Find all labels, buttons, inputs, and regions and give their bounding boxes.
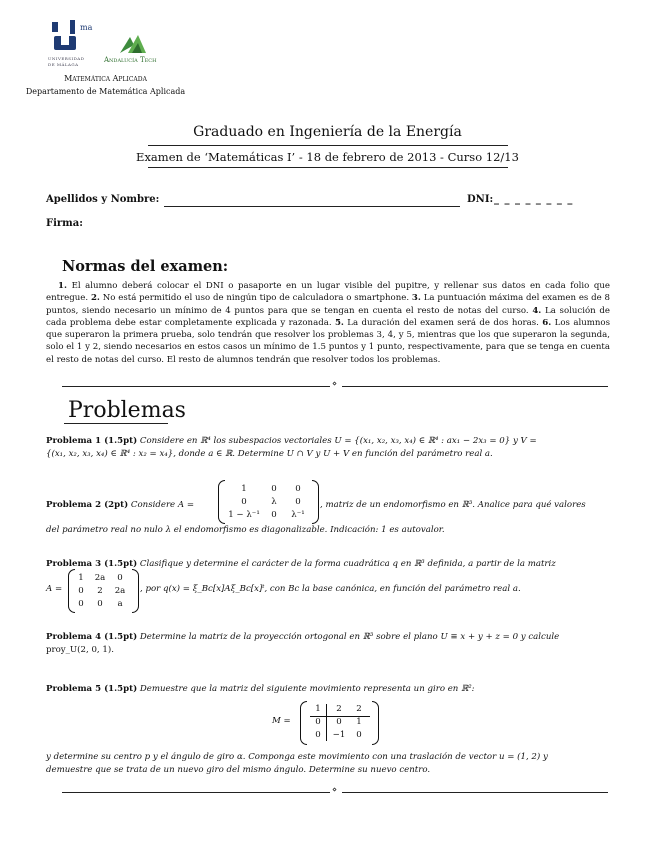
problem-3-label: Problema 3 (1.5pt): [46, 559, 138, 569]
p2-m00: 1: [241, 484, 247, 494]
norma-2-num: 2.: [90, 293, 100, 304]
p2-m12: 0: [295, 497, 301, 507]
p3-m12: 2a: [114, 586, 126, 596]
p3-m11: 2: [97, 586, 103, 596]
problem-1-label: Problema 1 (1.5pt): [46, 436, 138, 446]
problemas-heading: Problemas: [68, 398, 186, 423]
p5-m12: 1: [356, 717, 362, 727]
problem-3-matrix-right-paren: [132, 569, 139, 613]
p3-m10: 0: [78, 586, 84, 596]
problem-5-line2: y determine su centro p y el ángulo de giro α. Compongа este movimiento con una traslación de vector u = (1, 2) y: [46, 752, 548, 762]
normas-heading: Normas del examen:: [62, 258, 229, 275]
p2-m01: 0: [271, 484, 277, 494]
divider-1-diamond: ⋄: [332, 379, 338, 388]
andalucia-tech-icon: [118, 33, 148, 55]
p5-m20: 0: [315, 730, 321, 740]
uma-caption-1: UNIVERSIDAD: [48, 56, 85, 61]
p2-m22: λ⁻¹: [291, 510, 305, 520]
problem-2-line2: del parámetro real no nulo λ el endomorfismo es diagonalizable. Indicación: 1 es autovalor.: [46, 525, 445, 535]
dept-line-2: Departamento de Matemática Aplicada: [25, 87, 186, 96]
divider-1-right: [342, 386, 608, 387]
norma-2-text: No está permitido el uso de ningún tipo de calculadora o smartphone.: [102, 293, 410, 304]
p5-m01: 2: [336, 704, 342, 714]
exam-title: Graduado en Ingeniería de la Energía: [193, 124, 462, 140]
uma-logo-text: ma: [80, 23, 93, 32]
dni-label: DNI:: [467, 194, 494, 205]
problem-3-text: Clasifique y determine el carácter de la forma cuadrática q en ℝ³ definida, a partir de la matriz: [139, 559, 556, 569]
p5-m22: 0: [356, 730, 362, 740]
problem-2-matrix-right-paren: [312, 480, 319, 524]
name-label: Apellidos y Nombre:: [46, 194, 160, 205]
p2-m10: 0: [241, 497, 247, 507]
subtitle-rule: [148, 167, 508, 168]
norma-5-num: 5.: [334, 317, 344, 328]
norma-3-num: 3.: [411, 293, 421, 304]
problem-3-pre: A =: [46, 584, 63, 594]
p5-m10: 0: [315, 717, 321, 727]
problem-4-line2: proy_U(2, 0, 1).: [46, 644, 114, 655]
dept-line-1: Matemática Aplicada: [64, 74, 147, 83]
divider-2-right: [342, 792, 608, 793]
problem-3-post: , por q(x) = ξ_Bc[x]Aξ_Bc[x]ᵗ, con Bc la base canónica, en función del parámetro real a.: [140, 584, 521, 594]
p5-m02: 2: [356, 704, 362, 714]
problem-5-label: Problema 5 (1.5pt): [46, 684, 138, 694]
divider-1-left: [62, 386, 330, 387]
problem-4-line1: Determine la matriz de la proyección ortogonal en ℝ³ sobre el plano U ≡ x + y + z = 0 y calcule: [139, 632, 560, 642]
p5-m00: 1: [315, 704, 321, 714]
problem-4: [46, 631, 616, 656]
p3-m01: 2a: [94, 573, 106, 583]
problemas-underline: [64, 423, 168, 424]
problem-2-post: , matriz de un endomorfismo en ℝ³. Analice para qué valores: [320, 500, 586, 510]
uma-caption-2: DE MÁLAGA: [48, 62, 79, 67]
problem-5-line1: [46, 683, 475, 696]
name-field-line[interactable]: [164, 206, 460, 207]
p2-m02: 0: [295, 484, 301, 494]
p5-m11: 0: [336, 717, 342, 727]
p3-m02: 0: [117, 573, 123, 583]
andalucia-tech-logo: [118, 33, 148, 55]
problem-1-line1: Considere en ℝ⁴ los subespacios vectoriales U = {(x₁, x₂, x₃, x₄) ∈ ℝ⁴ : ax₁ − 2x₃ = 0} y V =: [139, 436, 537, 446]
problem-3-line1: [46, 558, 556, 571]
problem-5-line3: demuestre que se trata de un nuevo giro del mismo ángulo. Determine su nuevo centro.: [46, 764, 431, 775]
p3-m00: 1: [78, 573, 84, 583]
problem-5-matrix-left-paren: [300, 701, 307, 745]
problem-5-matrix-right-paren: [372, 701, 379, 745]
problem-2-line1: [46, 499, 194, 512]
andalucia-tech-text: Andalucía Tech: [104, 56, 157, 64]
problem-1: [46, 435, 612, 460]
norma-4-num: 4.: [532, 305, 542, 316]
problem-5-text: Demuestre que la matriz del siguiente movimiento representa un giro en ℝ²:: [139, 684, 475, 694]
p3-m21: 0: [97, 599, 103, 609]
norma-1-num: 1.: [58, 281, 67, 291]
norma-6-text: Los alumnos que superaron la primera prueba, solo tendrán que resolver los problemas 3, 4, y 5, mientras que los que superaron la segunda, solo el 1 y 2, siendo necesarios en estos casos un mínimo de 1.5 puntos y 1 punto, respectivamente, para que se tenga en cuenta el resto de notas del curso. El resto de alumnos tendrán que resolver todos los problemas.: [46, 317, 610, 365]
firma-label: Firma:: [46, 218, 83, 229]
norma-3-text: La puntuación máxima del examen es de 8 puntos, siendo necesario un mínimo de 4 puntos para que se tengan en cuenta el resto de notas del curso.: [46, 293, 610, 316]
norma-5-text: La duración del examen será de dos horas.: [347, 317, 539, 328]
problem-5-tail: [46, 751, 616, 776]
norma-1-text: El alumno deberá colocar el DNI o pasaporte en un lugar visible del pupitre, y rellenar sus datos en cada folio que entregue.: [46, 281, 610, 304]
divider-2-left: [62, 792, 330, 793]
p3-m20: 0: [78, 599, 84, 609]
p5-m21: −1: [332, 730, 346, 740]
problem-5-matrix-vline: [326, 704, 327, 741]
p2-m11: λ: [271, 497, 277, 507]
problem-5-pre: M =: [272, 716, 291, 726]
problem-2-pre: Considere A =: [130, 500, 195, 510]
problem-2-label: Problema 2 (2pt): [46, 500, 129, 510]
norma-6-num: 6.: [542, 317, 552, 328]
norma-4-text: La solución de cada problema debe estar completamente explicada y razonada.: [46, 305, 610, 328]
dni-blanks[interactable]: _ _ _ _ _ _ _ _: [494, 194, 574, 205]
divider-2-diamond: ⋄: [332, 785, 338, 794]
p2-m20: 1 − λ⁻¹: [228, 510, 260, 520]
problem-1-line2: {(x₁, x₂, x₃, x₄) ∈ ℝ⁴ : x₂ = x₄}, donde a ∈ ℝ. Determine U ∩ V y U + V en función del parámetro real a.: [46, 448, 493, 459]
exam-subtitle: Examen de ‘Matemáticas I’ - 18 de febrero de 2013 - Curso 12/13: [136, 150, 519, 164]
problem-4-label: Problema 4 (1.5pt): [46, 632, 138, 642]
p3-m22: a: [117, 599, 123, 609]
p2-m21: 0: [271, 510, 277, 520]
title-rule: [148, 145, 508, 146]
normas-paragraph: [46, 280, 610, 366]
